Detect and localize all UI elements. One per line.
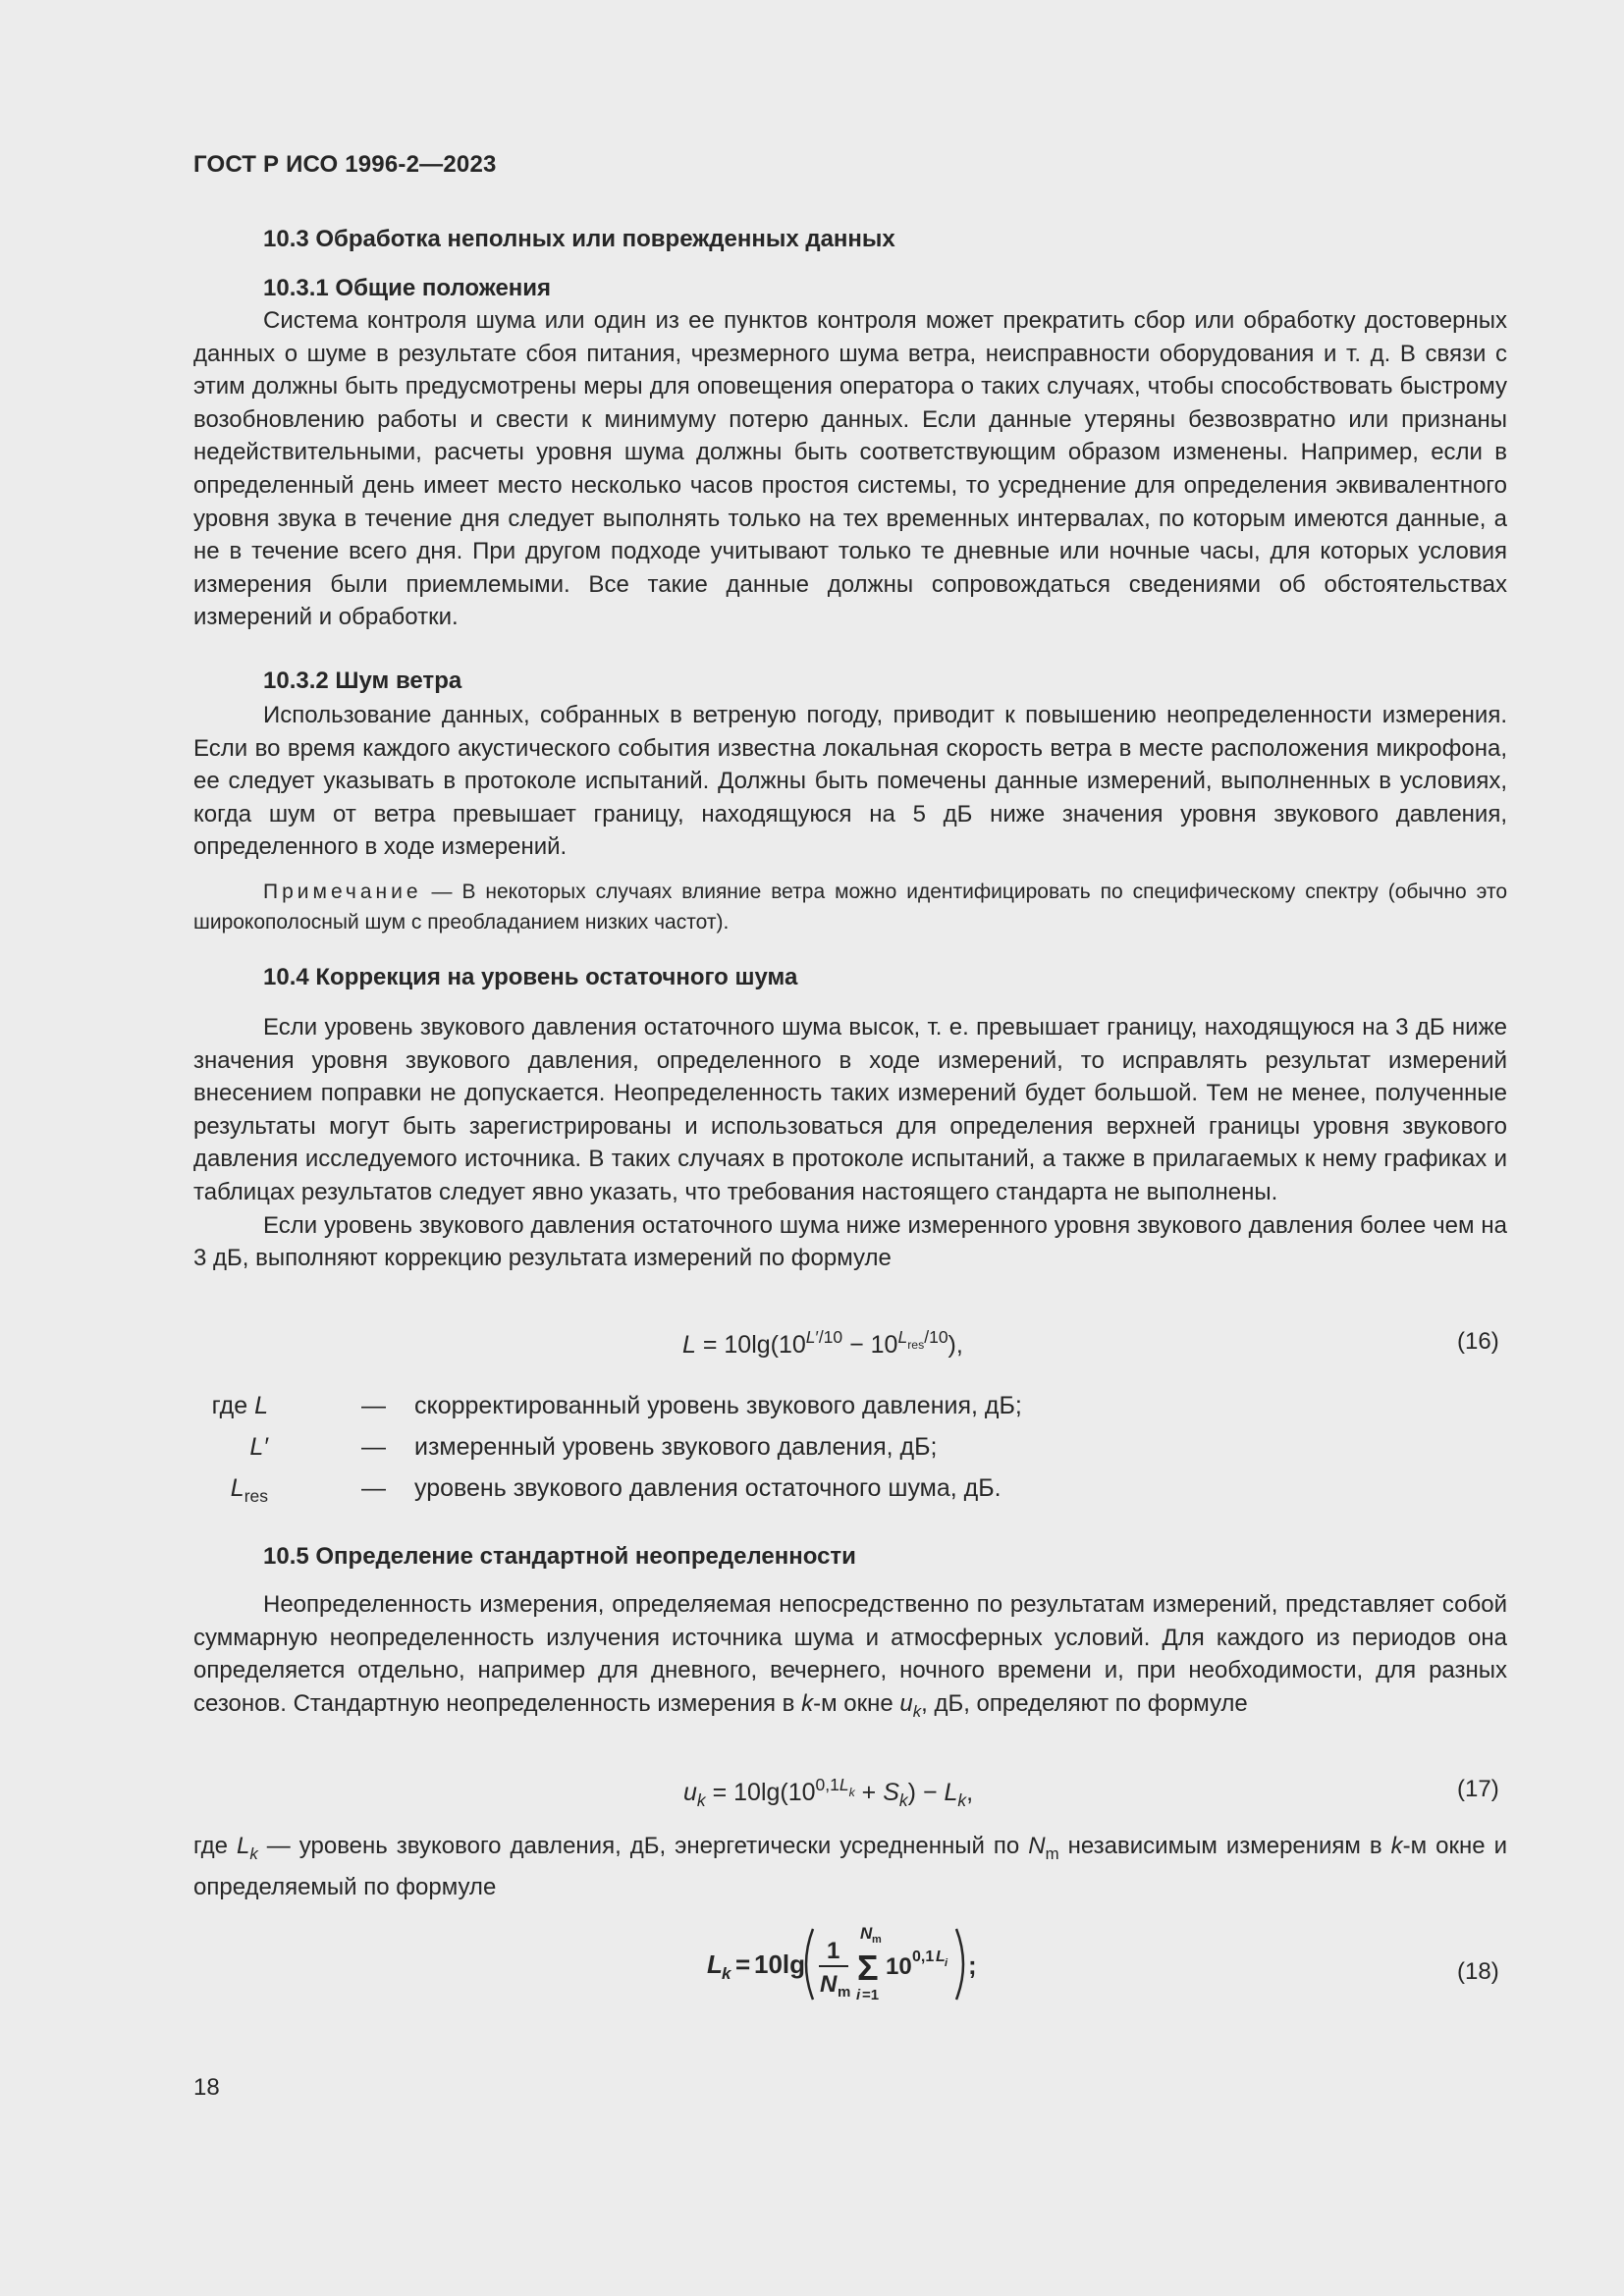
- equation-number-18: (18): [1457, 1958, 1499, 1985]
- formula-16: $L = 10\lg(10^{L'/10} - 10^{L_{res}/10})$,: [682, 1327, 963, 1359]
- svg-text:1: 1: [827, 1938, 840, 1964]
- svg-text:m: m: [838, 1984, 851, 2001]
- svg-text:10lg: 10lg: [754, 1949, 806, 1979]
- formula-17: $u_k = 10\lg(10^{0,1L_k} + S_k) - L_k$,: [683, 1775, 974, 1810]
- legend-dash: —: [361, 1474, 386, 1502]
- note-text: — В некоторых случаях влияние ветра можно идентифицировать по специфическому спектру (обычно это широкополосный шум с преобладанием низких частот).: [193, 881, 1507, 934]
- legend-row: [72, 1433, 1152, 1472]
- svg-text:=: =: [735, 1949, 751, 1979]
- section-10-4-title: 10.4 Коррекция на уровень остаточного шума: [263, 964, 798, 990]
- legend-dash: —: [361, 1392, 386, 1419]
- legend-row: [72, 1392, 1152, 1431]
- svg-text:Σ: Σ: [857, 1948, 879, 1988]
- section-10-3-2-title: 10.3.2 Шум ветра: [263, 667, 462, 694]
- svg-text:i: i: [945, 1957, 948, 1969]
- note: [193, 877, 1507, 937]
- svg-text:N: N: [820, 1971, 838, 1998]
- document-header: ГОСТ Р ИСО 1996-2—2023: [193, 151, 497, 178]
- paragraph: Система контроля шума или один из ее пунктов контроля может прекратить сбор или обработку достоверных данных о шуме в результате сбоя питания, чрезмерного шума ветра, неисправности оборудования и т. д. В связи с этим должны быть предусмотрены меры для оповещения оператора о таких случаях, чтобы способствовать быстрому возобновлению работы и свести к минимуму потерю данных. Если данные утеряны безвозвратно или признаны недействительными, расчеты уровня шума должны быть соответствующим образом изменены. Например, если в определенный день имеет место несколько часов простоя системы, то усреднение для определения эквивалентного уровня звука в течение дня следует выполнять только на тех временных интервалах, по которым имеются данные, а не в течение всего дня. При другом подходе учитывают только те дневные или ночные часы, для которых условия измерения были приемлемыми. Все такие данные должны сопровождаться сведениями об обстоятельствах измерений и обработки.: [193, 307, 1507, 631]
- paragraph: Если уровень звукового давления остаточного шума ниже измеренного уровня звукового давления более чем на 3 дБ, выполняют коррекцию результата измерений по формуле: [193, 1211, 1507, 1272]
- note-label: Примечание: [263, 881, 422, 903]
- section-10-4-body: [193, 1011, 1507, 1275]
- paragraph: Использование данных, собранных в ветреную погоду, приводит к повышению неопределенности измерения. Если во время каждого акустического события известна локальная скорость ветра в месте расположения микрофона, ее следует указывать в протоколе испытаний. Должны быть помечены данные измерений, выполненных в условиях, когда шум от ветра превышает границу, находящуюся на 5 дБ ниже значения уровня звукового давления, определенного в ходе измерений.: [193, 702, 1507, 861]
- formula-17-explanation: [193, 1830, 1507, 1903]
- legend-description: уровень звукового давления остаточного шума, дБ.: [414, 1474, 1001, 1502]
- section-10-3-1-title: 10.3.1 Общие положения: [263, 275, 552, 301]
- section-10-5-title: 10.5 Определение стандартной неопределенности: [263, 1543, 856, 1570]
- legend-symbol: где L: [211, 1392, 268, 1419]
- formula-18: [707, 1919, 1001, 2007]
- section-10-3-2-body: [193, 699, 1507, 864]
- section-10-3-1-body: [193, 304, 1507, 634]
- svg-text:i: i: [856, 1987, 861, 2003]
- svg-text:N: N: [860, 1924, 873, 1943]
- legend-description: измеренный уровень звукового давления, дБ;: [414, 1433, 938, 1461]
- svg-text:=1: =1: [862, 1987, 880, 2003]
- svg-text:k: k: [722, 1964, 731, 1983]
- legend-row: [72, 1474, 1152, 1514]
- page-number: 18: [193, 2074, 220, 2101]
- equation-number-16: (16): [1457, 1328, 1499, 1355]
- section-10-3-title: 10.3 Обработка неполных или поврежденных данных: [263, 226, 895, 252]
- legend-symbol: L′: [249, 1433, 268, 1461]
- legend-dash: —: [361, 1433, 386, 1461]
- svg-text:L: L: [936, 1949, 946, 1965]
- legend-symbol: $L_{res}$: [230, 1474, 268, 1506]
- svg-text:;: ;: [968, 1950, 977, 1980]
- svg-text:L: L: [707, 1949, 723, 1979]
- svg-text:10: 10: [886, 1953, 912, 1980]
- svg-text:0,1: 0,1: [912, 1949, 935, 1965]
- legend-description: скорректированный уровень звукового давления, дБ;: [414, 1392, 1022, 1419]
- svg-text:m: m: [872, 1934, 882, 1946]
- paragraph: Неопределенность измерения, определяемая непосредственно по результатам измерений, представляет собой суммарную неопределенность излучения источника шума и атмосферных условий. Для каждого из периодов она определяется отдельно, например для дневного, вечернего, ночного времени и, при необходимости, для разных сезонов. Стандартную неопределенность измерения в k-м окне $u_k$, дБ, определяют по формуле: [193, 1591, 1507, 1721]
- paragraph: Если уровень звукового давления остаточного шума высок, т. е. превышает границу, находящуюся на 3 дБ ниже значения уровня звукового давления, определенного в ходе измерений, то исправлять результат измерений внесением поправки не допускается. Неопределенность таких измерений будет большой. Тем не менее, полученные результаты могут быть зарегистрированы и использоваться для определения верхней границы уровня звукового давления исследуемого источника. В таких случаях в протоколе испытаний, а также в прилагаемых к нему графиках и таблицах результатов следует явно указать, что требования настоящего стандарта не выполнены.: [193, 1014, 1507, 1205]
- equation-number-17: (17): [1457, 1776, 1499, 1802]
- paragraph: где $L_k$ — уровень звукового давления, дБ, энергетически усредненный по $N_m$ независимым измерениям в k-м окне и определяемый по формуле: [193, 1833, 1508, 1900]
- section-10-5-body: [193, 1588, 1507, 1728]
